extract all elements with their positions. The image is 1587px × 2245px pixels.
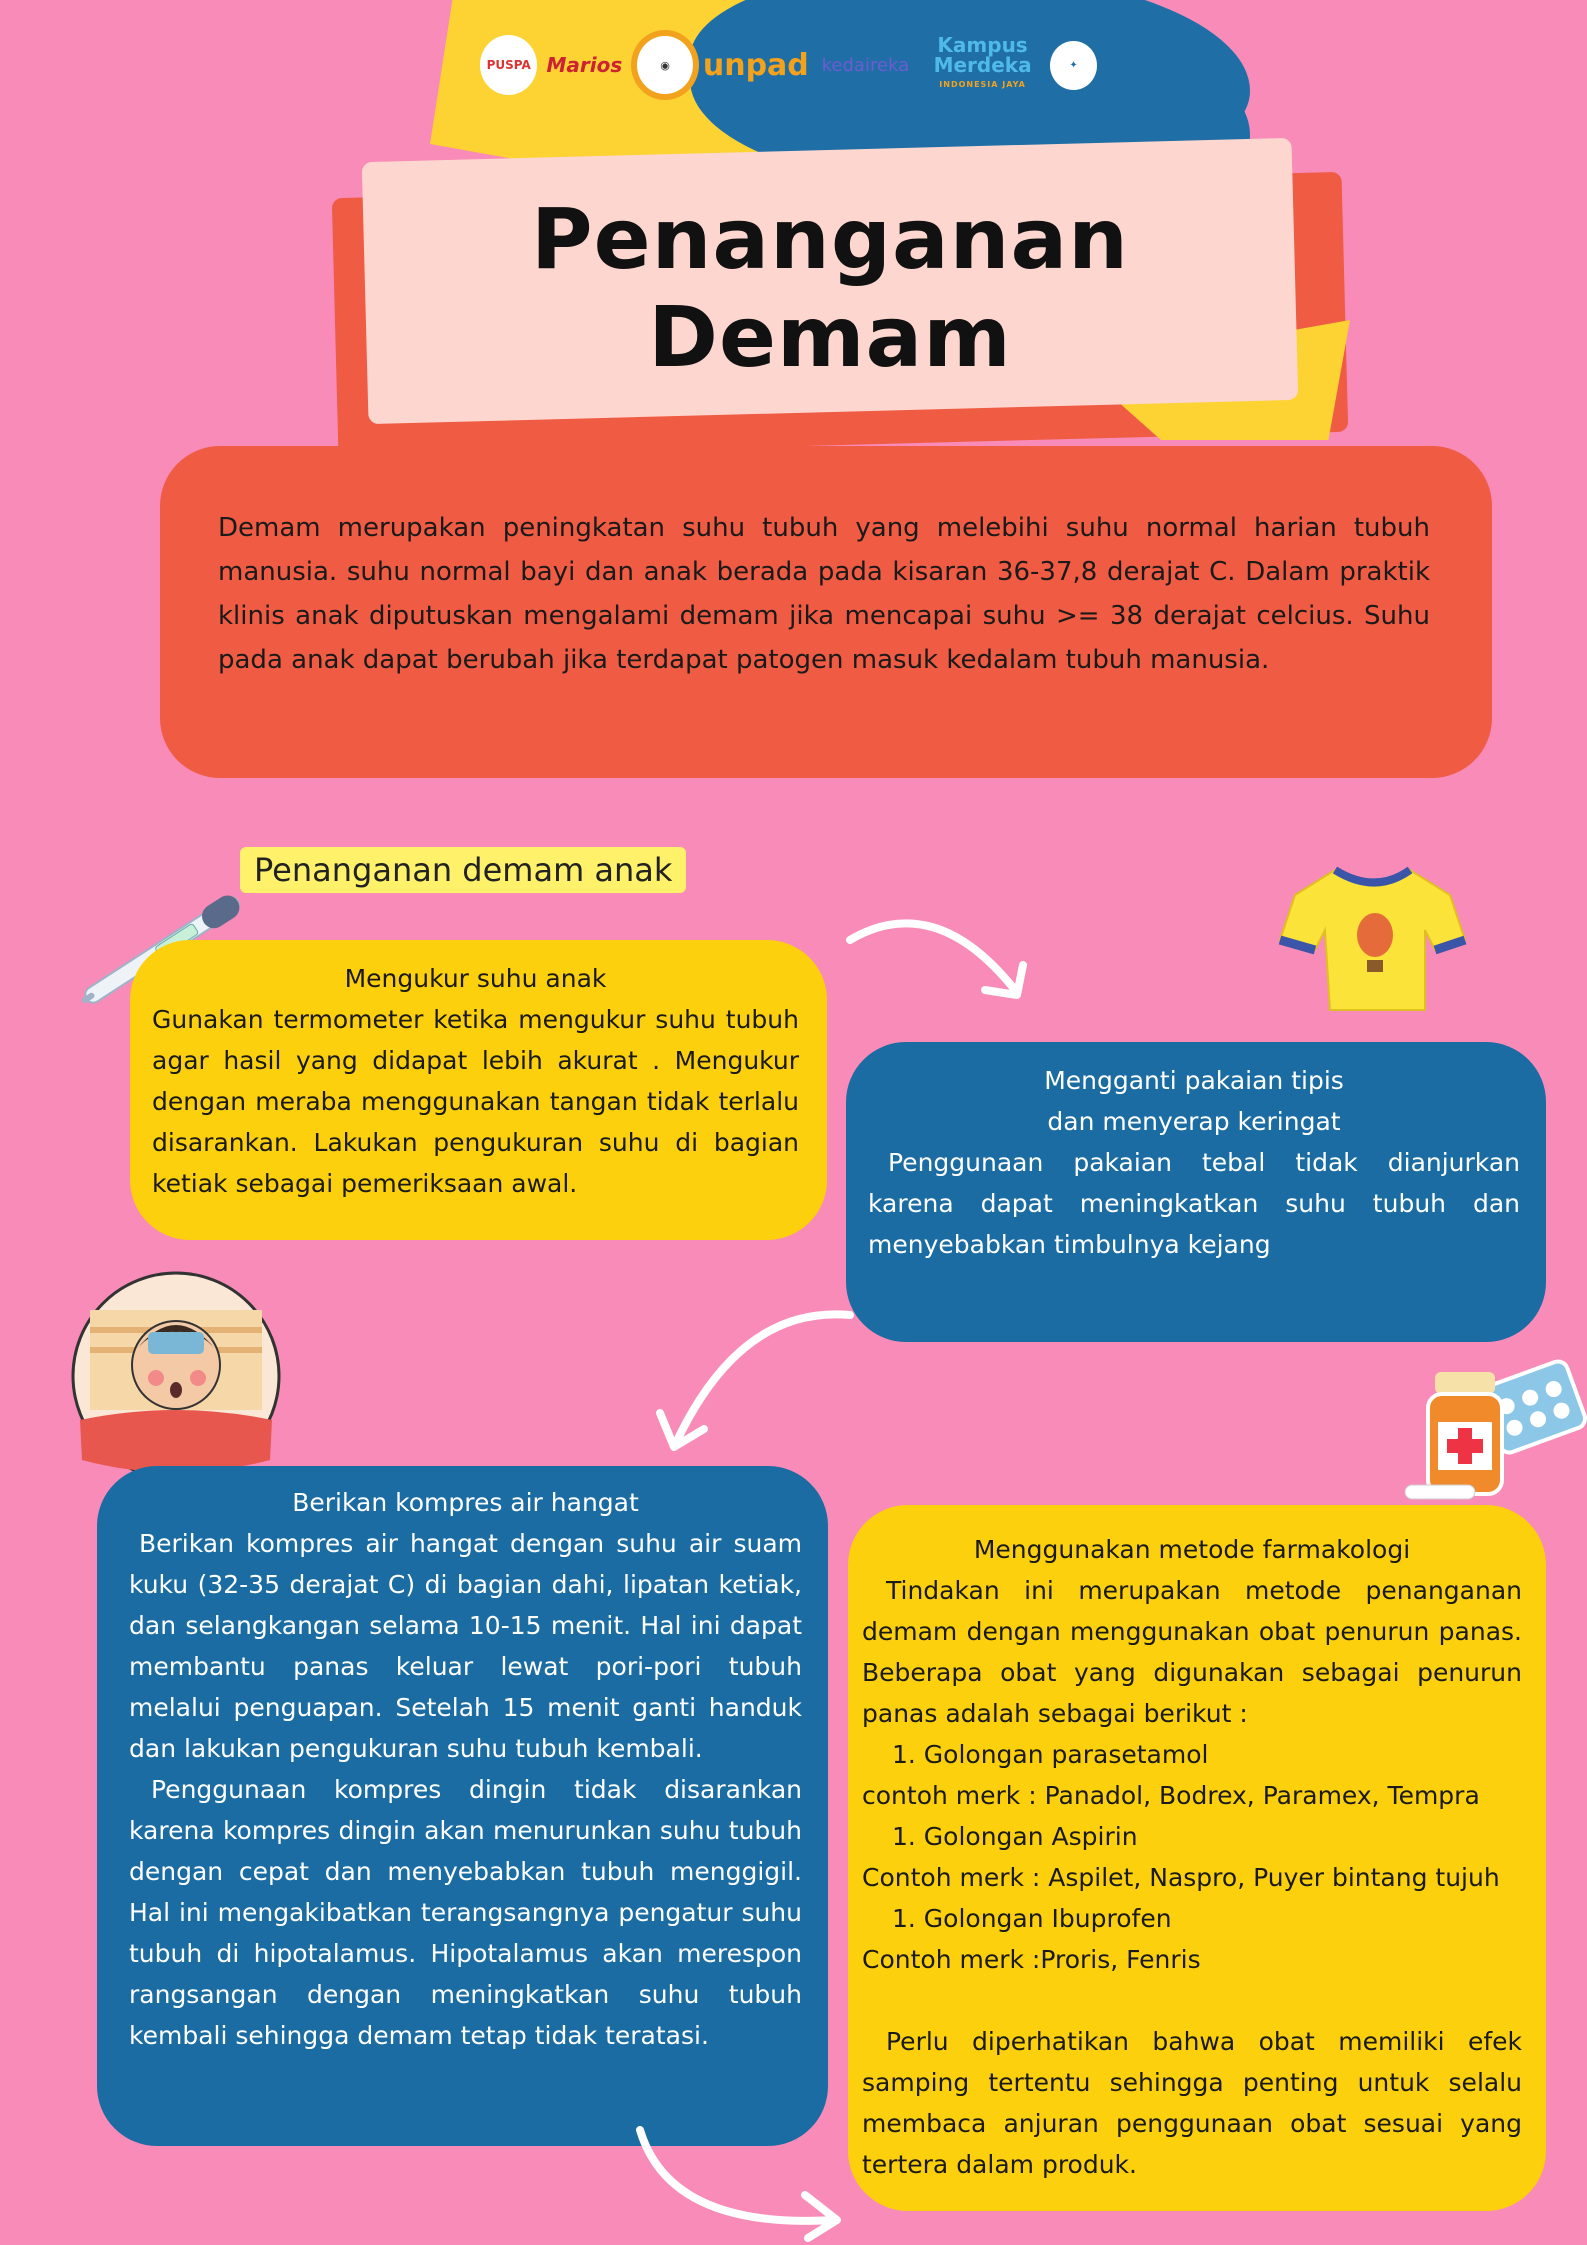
card-body: Penggunaan pakaian tebal tidak dianjurkan karena dapat meningkatkan suhu tubuh dan menyebabkan timbulnya kejang [868, 1148, 1520, 1259]
arrow-right-icon [845, 905, 1075, 1005]
sponsor-logos [480, 30, 1100, 100]
card-title-line2: dan menyerap keringat [1047, 1107, 1341, 1136]
tshirt-icon [1275, 860, 1470, 1020]
card-body-1: Berikan kompres air hangat dengan suhu air suam kuku (32-35 derajat C) di bagian dahi, lipatan ketiak, dan selangkangan selama 10-15 menit. Hal ini dapat membantu panas keluar lewat pori-pori tubuh melalui penguapan. Setelah 15 menit ganti handuk dan lakukan pengukuran suhu tubuh kembali. [129, 1529, 802, 1763]
card-pharmacology [848, 1505, 1546, 2211]
kampus-merdeka-line2: Merdeka [933, 53, 1032, 77]
drug-brands-3: Contoh merk :Proris, Fenris [862, 1945, 1201, 1974]
card-change-clothes [846, 1042, 1546, 1342]
card-title-line1: Mengganti pakaian tipis [1044, 1066, 1344, 1095]
card-body-1: Tindakan ini merupakan metode penanganan demam dengan menggunakan obat penurun panas. Beberapa obat yang digunakan sebagai penurun panas adalah sebagai berikut : [862, 1576, 1522, 1728]
spacer [862, 1980, 1522, 2021]
card-body: Gunakan termometer ketika mengukur suhu tubuh agar hasil yang didapat lebih akurat . Mengukur dengan meraba menggunakan tangan tidak terlalu disarankan. Lakukan pengukuran suhu di bagian ketiak sebagai pemeriksaan awal. [152, 1005, 799, 1198]
arrow-bottom-right-icon [630, 2120, 850, 2240]
card-measure-temperature [130, 940, 827, 1240]
page-title: Penanganan Demam [531, 190, 1129, 386]
card-title: Menggunakan metode farmakologi [973, 1535, 1411, 1564]
card-body-2: Perlu diperhatikan bahwa obat memiliki efek samping tertentu sehingga penting untuk selalu membaca anjuran penggunaan obat sesuai yang tertera dalam produk. [862, 2027, 1522, 2179]
section-tag: Penanganan demam anak [240, 847, 686, 893]
university-seal-logo: ◉ [631, 30, 698, 100]
medicine-icon [1400, 1350, 1587, 1510]
puspa-logo: PUSPA [480, 35, 537, 95]
marios-logo: Marios [546, 53, 623, 77]
kampus-merdeka-logo [930, 35, 1035, 95]
drug-group-1: 1. Golongan parasetamol [892, 1740, 1209, 1769]
kampus-merdeka-line1: Kampus [937, 33, 1028, 57]
card-warm-compress [97, 1466, 828, 2146]
unpad-logo: unpad [702, 47, 809, 83]
kedaireka-logo: kedaireka [821, 54, 910, 76]
drug-group-3: 1. Golongan Ibuprofen [892, 1904, 1172, 1933]
kampus-merdeka-sub: INDONESIA JAYA [939, 80, 1026, 89]
intro-paragraph: Demam merupakan peningkatan suhu tubuh yang melebihi suhu normal harian tubuh manusia. suhu normal bayi dan anak berada pada kisaran 36-37,8 derajat C. Dalam praktik klinis anak diputuskan mengalami demam jika mencapai suhu >= 38 derajat celcius. Suhu pada anak dapat berubah jika terdapat patogen masuk kedalam tubuh manusia. [160, 446, 1492, 778]
drug-brands-2: Contoh merk : Aspilet, Naspro, Puyer bintang tujuh [862, 1863, 1500, 1892]
drug-brands-1: contoh merk : Panadol, Bodrex, Paramex, Tempra [862, 1781, 1480, 1810]
tut-wuri-logo: ✦ [1047, 38, 1100, 93]
arrow-down-left-icon [650, 1305, 860, 1465]
card-title: Mengukur suhu anak [344, 964, 607, 993]
drug-group-2: 1. Golongan Aspirin [892, 1822, 1138, 1851]
card-body-2: Penggunaan kompres dingin tidak disarankan karena kompres dingin akan menurunkan suhu tubuh dengan cepat dan menyebabkan tubuh menggigil. Hal ini mengakibatkan terangsangnya pengatur suhu tubuh di hipotalamus. Hipotalamus akan merespon rangsangan dengan meningkatkan suhu tubuh kembali sehingga demam tetap tidak teratasi. [129, 1775, 802, 2050]
card-title: Berikan kompres air hangat [292, 1488, 639, 1517]
sick-child-icon [70, 1270, 282, 1482]
